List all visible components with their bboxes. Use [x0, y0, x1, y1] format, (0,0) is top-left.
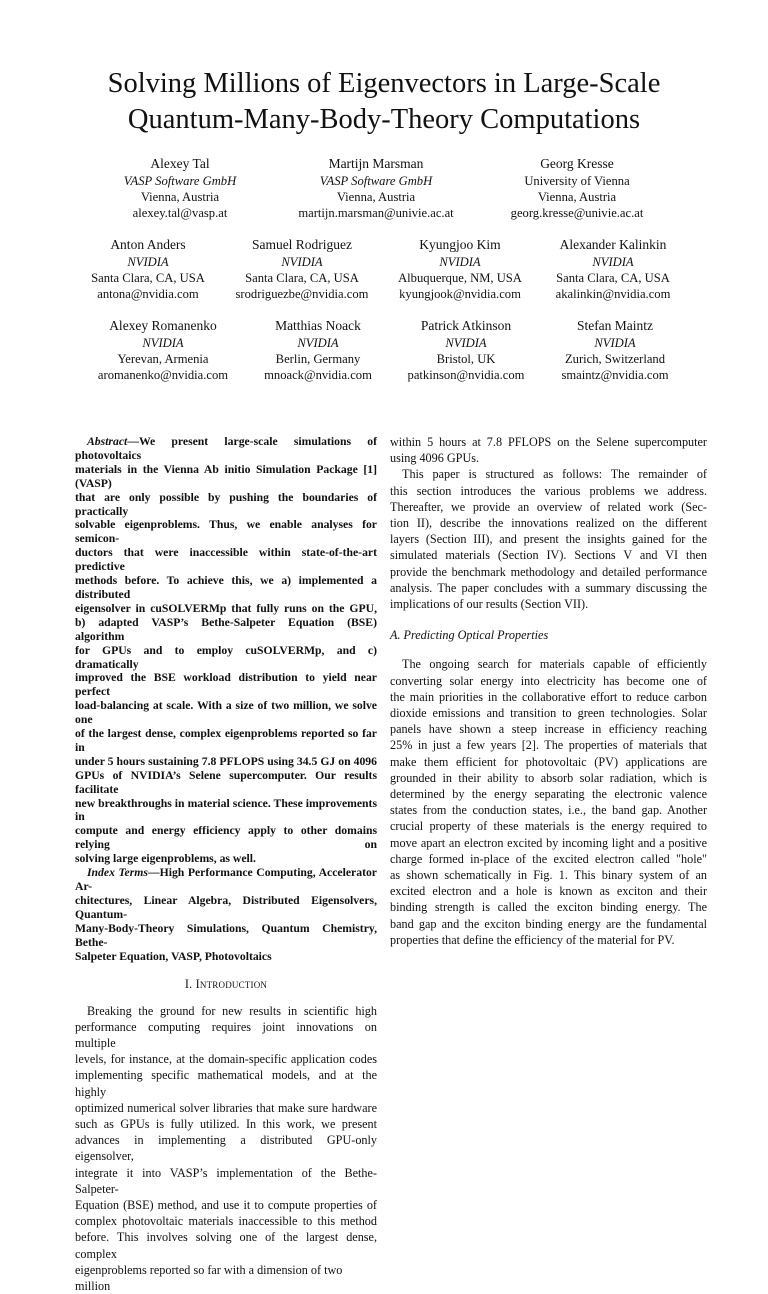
- text-line: solving large eigenproblems, as well.: [75, 852, 256, 866]
- text-line: Equation (BSE) method, and use it to compute properties of: [75, 1198, 377, 1213]
- text-line: within 5 hours at 7.8 PFLOPS on the Selene supercomputer: [390, 435, 707, 449]
- author-name: Martijn Marsman: [328, 156, 424, 171]
- author-affiliation: NVIDIA: [142, 336, 184, 350]
- author-name: Patrick Atkinson: [420, 318, 512, 333]
- abstract-body: [75, 435, 377, 866]
- author-block: [248, 317, 388, 383]
- author-name: Alexey Romanenko: [109, 318, 217, 333]
- text-line: this section introduces the various problems we address.: [390, 483, 707, 498]
- text-line: implications of our results (Section VII).: [390, 597, 589, 612]
- text-line: simulated materials (Section IV). Sections V and VI then: [390, 548, 707, 563]
- author-affiliation: VASP Software GmbH: [123, 174, 237, 188]
- author-location: Berlin, Germany: [275, 352, 361, 366]
- author-location: Zurich, Switzerland: [564, 352, 666, 366]
- text-line: such as GPUs is fully utilized. In this work, we present: [75, 1117, 377, 1132]
- text-line: Many-Body-Theory Simulations, Quantum Chemistry, Bethe-: [75, 921, 377, 949]
- author-affiliation: NVIDIA: [439, 255, 481, 269]
- text-line: properties that define the efficiency of the material for PV.: [390, 932, 675, 947]
- text-line: layers (Section III), and present the insights gained for the: [390, 532, 707, 547]
- author-name: Stefan Maintz: [576, 318, 654, 333]
- author-block: [396, 317, 536, 383]
- author-block: [286, 155, 466, 221]
- right-paragraph-2: [390, 466, 707, 612]
- author-block: [88, 317, 238, 383]
- author-email: alexey.tal@vasp.at: [132, 206, 228, 220]
- text-line: states from the conduction states, i.e., the band gap. Another: [390, 803, 707, 818]
- author-location: Vienna, Austria: [140, 190, 220, 204]
- author-location: Albuquerque, NM, USA: [398, 271, 522, 285]
- author-email: kyungjook@nvidia.com: [399, 287, 521, 301]
- text-line: load-balancing at scale. With a size of two million, we solve one: [75, 699, 377, 727]
- text-line: Index Terms—High Performance Computing, Accelerator Ar-: [75, 866, 377, 893]
- author-location: Vienna, Austria: [336, 190, 416, 204]
- author-email: aromanenko@nvidia.com: [97, 368, 229, 382]
- text-line: complex photovoltaic materials inaccessible to this method: [75, 1214, 377, 1229]
- text-line: excited electron and a hole is known as exciton and their: [390, 884, 707, 899]
- author-location: Bristol, UK: [436, 352, 496, 366]
- text-line: grounded in their ability to absorb solar radiation, which is: [390, 770, 707, 785]
- text-line: optimized numerical solver libraries that make sure hardware: [75, 1100, 377, 1115]
- author-location: Yerevan, Armenia: [117, 352, 209, 366]
- text-line: compute and energy efficiency apply to other domains relying on: [75, 824, 377, 852]
- text-line: panels have shown a steep increase in efficiency reaching: [390, 722, 707, 737]
- text-line: levels, for instance, at the domain-specific application codes: [75, 1052, 377, 1067]
- author-location: Santa Clara, CA, USA: [556, 271, 670, 285]
- text-line: analysis. The paper concludes with a summary discussing the: [390, 580, 707, 595]
- author-name: Alexander Kalinkin: [559, 237, 667, 252]
- text-line: make them efficient for photovoltaic (PV) applications are: [390, 754, 707, 769]
- author-name: Samuel Rodriguez: [251, 237, 353, 252]
- text-line: for GPUs and to employ cuSOLVERMp, and c) dramatically: [75, 643, 377, 671]
- author-block: [545, 317, 685, 383]
- author-affiliation: University of Vienna: [524, 174, 630, 188]
- author-email: martijn.marsman@univie.ac.at: [298, 206, 454, 220]
- author-block: [78, 236, 218, 302]
- right-paragraph-1: [390, 434, 707, 466]
- author-affiliation: NVIDIA: [281, 255, 323, 269]
- text-line: the main priorities in the collaborative effort to reduce carbon: [390, 689, 707, 704]
- author-block: [543, 236, 683, 302]
- author-name: Matthias Noack: [275, 318, 361, 333]
- text-line: determined by the energy separating the electronic valence: [390, 787, 707, 802]
- index-terms: [75, 866, 377, 963]
- abstract-label: Abstract: [87, 435, 128, 448]
- author-email: antona@nvidia.com: [97, 287, 199, 301]
- author-affiliation: NVIDIA: [594, 336, 636, 350]
- author-email: akalinkin@nvidia.com: [555, 287, 671, 301]
- text-line: Abstract—We present large-scale simulations of photovoltaics: [75, 435, 377, 462]
- text-line: band gap and the exciton binding energy are the fundamental: [390, 916, 707, 931]
- text-line: methods before. To achieve this, we a) implemented a distributed: [75, 574, 377, 601]
- text-line: The ongoing search for materials capable of efficiently: [402, 657, 707, 672]
- text-line: performance computing requires joint innovations on multiple: [75, 1019, 377, 1051]
- text-line: provide the benchmark methodology and detailed performance: [390, 564, 707, 579]
- section-heading-introduction: I. Introduction: [184, 977, 268, 992]
- author-email: patkinson@nvidia.com: [407, 368, 525, 382]
- left-column: [75, 435, 377, 1294]
- text-line: charge formed in-place of the excited electron called "hole": [390, 851, 707, 866]
- text-line: 25% in just a few years [2]. The properties of materials that: [390, 738, 707, 753]
- text-line: Thereafter, we provide an overview of related work (Sec-: [390, 499, 707, 514]
- text-line: as shown schematically in Fig. 1. This binary system of an: [390, 868, 707, 883]
- text-line: under 5 hours sustaining 7.8 PFLOPS using 34.5 GJ on 4096: [75, 754, 377, 768]
- right-paragraph-3: [390, 656, 707, 948]
- text-line: dioxide emissions and transition to green technologies. Solar: [390, 706, 707, 721]
- text-line: solvable eigenproblems. Thus, we enable analyses for semicon-: [75, 518, 377, 546]
- subsection-heading-optical: A. Predicting Optical Properties: [390, 628, 549, 643]
- text-line: chitectures, Linear Algebra, Distributed Eigensolvers, Quantum-: [75, 893, 377, 921]
- author-location: Santa Clara, CA, USA: [91, 271, 205, 285]
- text-line: move apart an electron excited by incoming light and a positive: [390, 835, 707, 850]
- text-line: converting solar energy into electricity has become one of: [390, 673, 707, 688]
- text-line: advances in implementing a distributed GPU-only eigensolver,: [75, 1133, 377, 1164]
- author-email: mnoack@nvidia.com: [264, 368, 372, 382]
- author-affiliation: NVIDIA: [127, 255, 169, 269]
- text-line: that are only possible by pushing the boundaries of practically: [75, 490, 377, 518]
- author-name: Georg Kresse: [540, 156, 614, 171]
- text-line: materials in the Vienna Ab initio Simulation Package [1] (VASP): [75, 462, 377, 490]
- abstract: [75, 435, 377, 963]
- text-line: ductors that were inaccessible within state-of-the-art predictive: [75, 546, 377, 574]
- author-block: [390, 236, 530, 302]
- author-email: srodriguezbe@nvidia.com: [235, 287, 369, 301]
- author-affiliation: NVIDIA: [445, 336, 487, 350]
- text-line: integrate it into VASP’s implementation of the Bethe-Salpeter-: [75, 1165, 377, 1196]
- author-email: georg.kresse@univie.ac.at: [510, 206, 644, 220]
- author-name: Kyungjoo Kim: [419, 237, 501, 252]
- text-line: b) adapted VASP’s Bethe-Salpeter Equation (BSE) algorithm: [75, 615, 377, 643]
- text-line: before. This involves solving one of the largest dense, complex: [75, 1230, 377, 1261]
- author-location: Vienna, Austria: [537, 190, 617, 204]
- title-line-1: Solving Millions of Eigenvectors in Large-Scale: [107, 68, 661, 99]
- author-affiliation: NVIDIA: [592, 255, 634, 269]
- author-name: Anton Anders: [110, 237, 186, 252]
- author-block: [497, 155, 657, 221]
- author-affiliation: NVIDIA: [297, 336, 339, 350]
- right-column: [390, 434, 707, 948]
- text-line: using 4096 GPUs.: [390, 451, 480, 466]
- text-line: GPUs of NVIDIA’s Selene supercomputer. Our results facilitate: [75, 768, 377, 796]
- text-line: eigensolver in cuSOLVERMp that fully runs on the GPU,: [75, 601, 377, 615]
- text-line: crucial property of these materials is the energy required to: [390, 819, 707, 834]
- text-line: Breaking the ground for new results in scientific high: [87, 1003, 377, 1018]
- text-line: improved the BSE workload distribution to yield near perfect: [75, 671, 377, 699]
- text-line: This paper is structured as follows: The remainder of: [402, 467, 707, 482]
- author-block: [232, 236, 372, 302]
- text-line: of the largest dense, complex eigenproblems reported so far in: [75, 727, 377, 754]
- paper-title: [0, 66, 768, 138]
- text-line: eigenproblems reported so far with a dimension of two million: [75, 1262, 343, 1294]
- author-affiliation: VASP Software GmbH: [319, 174, 433, 188]
- text-line: Salpeter Equation, VASP, Photovoltaics: [75, 949, 272, 963]
- author-block: [100, 155, 260, 221]
- text-line: binding strength is called the exciton binding energy. The: [390, 900, 707, 915]
- author-email: smaintz@nvidia.com: [561, 368, 669, 382]
- text-line: implementing specific mathematical models, and at the highly: [75, 1068, 377, 1099]
- author-name: Alexey Tal: [150, 156, 210, 171]
- index-terms-label: Index Terms: [87, 866, 148, 880]
- title-line-2: Quantum-Many-Body-Theory Computations: [127, 104, 641, 135]
- introduction-paragraph: [75, 1003, 377, 1294]
- text-line: new breakthroughs in material science. These improvements in: [75, 796, 377, 824]
- text-line: tion II), describe the innovations realized on the different: [390, 516, 707, 531]
- author-location: Santa Clara, CA, USA: [245, 271, 359, 285]
